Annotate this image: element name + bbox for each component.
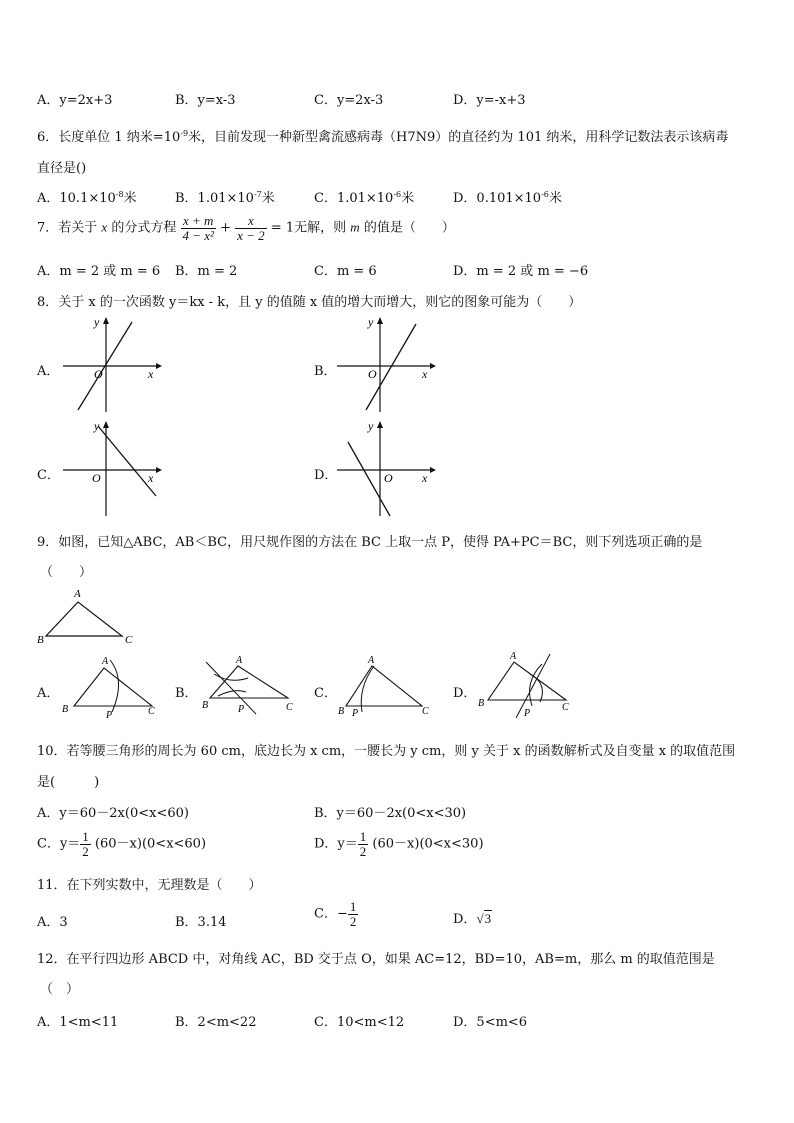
svg-text:P: P [238,704,245,715]
q10-option-b: B．y＝60－2x(0<x<30) [314,806,467,821]
q9-figure-a [58,652,164,722]
q7-option-b: B．m = 2 [175,264,238,279]
svg-text:B: B [62,704,69,715]
svg-text:x: x [422,367,428,381]
q7-option-d: D．m = 2 或 m = −6 [453,264,589,279]
q12-option-a: A．1<m<11 [37,1015,119,1030]
q5-option-c: C．y=2x-3 [314,93,384,108]
q9-figure-b [196,652,302,722]
q6-option-d: D．$0.101\times 10^{-6}$米 [453,190,562,206]
svg-text:y: y [368,315,374,329]
q11-option-d: D．√3 [453,911,492,927]
q10-option-c: C．y＝ $\frac{1}{2}$ (60－x)(0<x<60) [37,829,207,859]
q8-graph-b [332,312,442,416]
svg-text:O: O [94,367,103,381]
q6-option-c: C．$1.01\times 10^{-6}$米 [314,190,415,206]
svg-text:C: C [286,702,293,713]
q12-stem-line1: 12．在平行四边形 ABCD 中，对角线 AC，BD 交于点 O，如果 AC=12，BD=10，AB=m，那么 m 的取值范围是 [37,952,715,967]
q10-c-fraction: $\frac{1}{2}$ [82,829,89,859]
svg-text:C: C [148,706,155,717]
svg-text:A: A [102,656,109,667]
q6-option-b: B．$1.01\times 10^{-7}$米 [175,190,275,206]
svg-text:A: A [236,655,243,666]
q9-label-c: C． [314,686,337,701]
q5-option-a: A．y=2x+3 [37,93,113,108]
q9-figure-d [474,648,584,722]
q6-stem-line2: 直径是() [37,161,87,176]
svg-text:O: O [368,367,377,381]
svg-text:B: B [478,698,485,709]
q8-graph-d [332,416,442,520]
q12-option-c: C．10<m<12 [314,1015,405,1030]
q11-option-a: A．3 [37,915,68,930]
q8-label-a: A． [37,364,60,379]
svg-text:P: P [106,710,113,721]
q7-fraction-1: $\frac{x + m}{\text{4 − x²}}$ [182,213,214,243]
q9-figure-c [334,652,440,722]
sqrt-symbol: √3 [476,911,492,926]
q10-option-a: A．y＝60－2x(0<x<60) [37,806,189,821]
svg-text:C: C [125,634,133,646]
q8-stem: 8．关于 x 的一次函数 y＝kx - k，且 y 的值随 x 值的增大而增大，则它的图象可能为（ ） [37,295,582,310]
svg-text:P: P [352,708,359,719]
svg-text:O: O [384,471,393,485]
q12-stem-line2: （ ） [40,982,80,997]
q8-graph-a [58,312,168,416]
svg-text:A: A [510,651,517,662]
svg-text:B: B [338,706,345,717]
q7-option-c: C．m = 6 [314,264,377,279]
q5-option-b: B．y=x-3 [175,93,236,108]
q8-label-c: C． [37,468,60,483]
q10-stem-line2: 是( ) [37,775,100,790]
svg-text:A: A [368,655,375,666]
q10-stem-line1: 10．若等腰三角形的周长为 60 cm，底边长为 x cm，一腰长为 y cm，则 y 关于 x 的函数解析式及自变量 x 的取值范围 [37,744,736,759]
q5-option-d: D．y=-x+3 [453,93,526,108]
q12-option-b: B．2<m<22 [175,1015,257,1030]
q8-graph-c [58,416,168,520]
svg-text:B: B [37,634,44,646]
svg-text:O: O [92,471,101,485]
q12-option-d: D．5<m<6 [453,1015,528,1030]
svg-text:x: x [422,471,428,485]
q7-stem: 7．若关于 x 的分式方程 $\frac{x + m}{\text{4 − x²}}$ + $\frac{x}{x - 2}$ = 1无解，则 m 的值是（ ） [37,213,455,243]
q9-paren: （ ） [40,565,93,580]
q11-option-b: B．3.14 [175,915,227,930]
q11-stem: 11．在下列实数中，无理数是（ ） [37,878,262,893]
svg-text:x: x [148,367,154,381]
q8-label-d: D． [314,468,338,483]
q9-label-d: D． [453,686,477,701]
q9-stem: 9．如图，已知△ABC，AB＜BC，用尺规作图的方法在 BC 上取一点 P，使得 PA+PC＝BC，则下列选项正确的是 [37,535,703,550]
svg-text:y: y [94,315,100,329]
svg-text:y: y [368,419,374,433]
svg-text:B: B [202,700,209,711]
q9-label-b: B． [175,686,198,701]
svg-text:C: C [422,706,429,717]
q10-option-d: D．y＝ $\frac{1}{2}$ (60－x)(0<x<30) [314,829,484,859]
q6-stem-line1: 6．长度单位 1 纳米$=10^{-9}$米，目前发现一种新型禽流感病毒（H7N9）的直径约为 101 纳米，用科学记数法表示该病毒 [37,129,729,145]
q7-option-a: A．m = 2 或 m = 6 [37,264,161,279]
svg-text:A: A [74,588,81,600]
q6-option-a: A．$10.1\times 10^{-8}$米 [37,190,137,206]
q11-option-c: C．− $\frac{1}{2}$ [314,899,357,929]
q10-d-fraction: $\frac{1}{2}$ [359,829,367,859]
q11-c-fraction: $\frac{1}{2}$ [349,899,357,929]
q9-reference-triangle [34,584,144,648]
q9-label-a: A． [37,686,60,701]
svg-text:x: x [148,471,154,485]
svg-text:P: P [524,708,531,719]
svg-text:C: C [562,702,569,713]
q8-label-b: B． [314,364,337,379]
q7-fraction-2: $\frac{x}{x - 2}$ [237,213,265,243]
svg-text:y: y [94,419,100,433]
